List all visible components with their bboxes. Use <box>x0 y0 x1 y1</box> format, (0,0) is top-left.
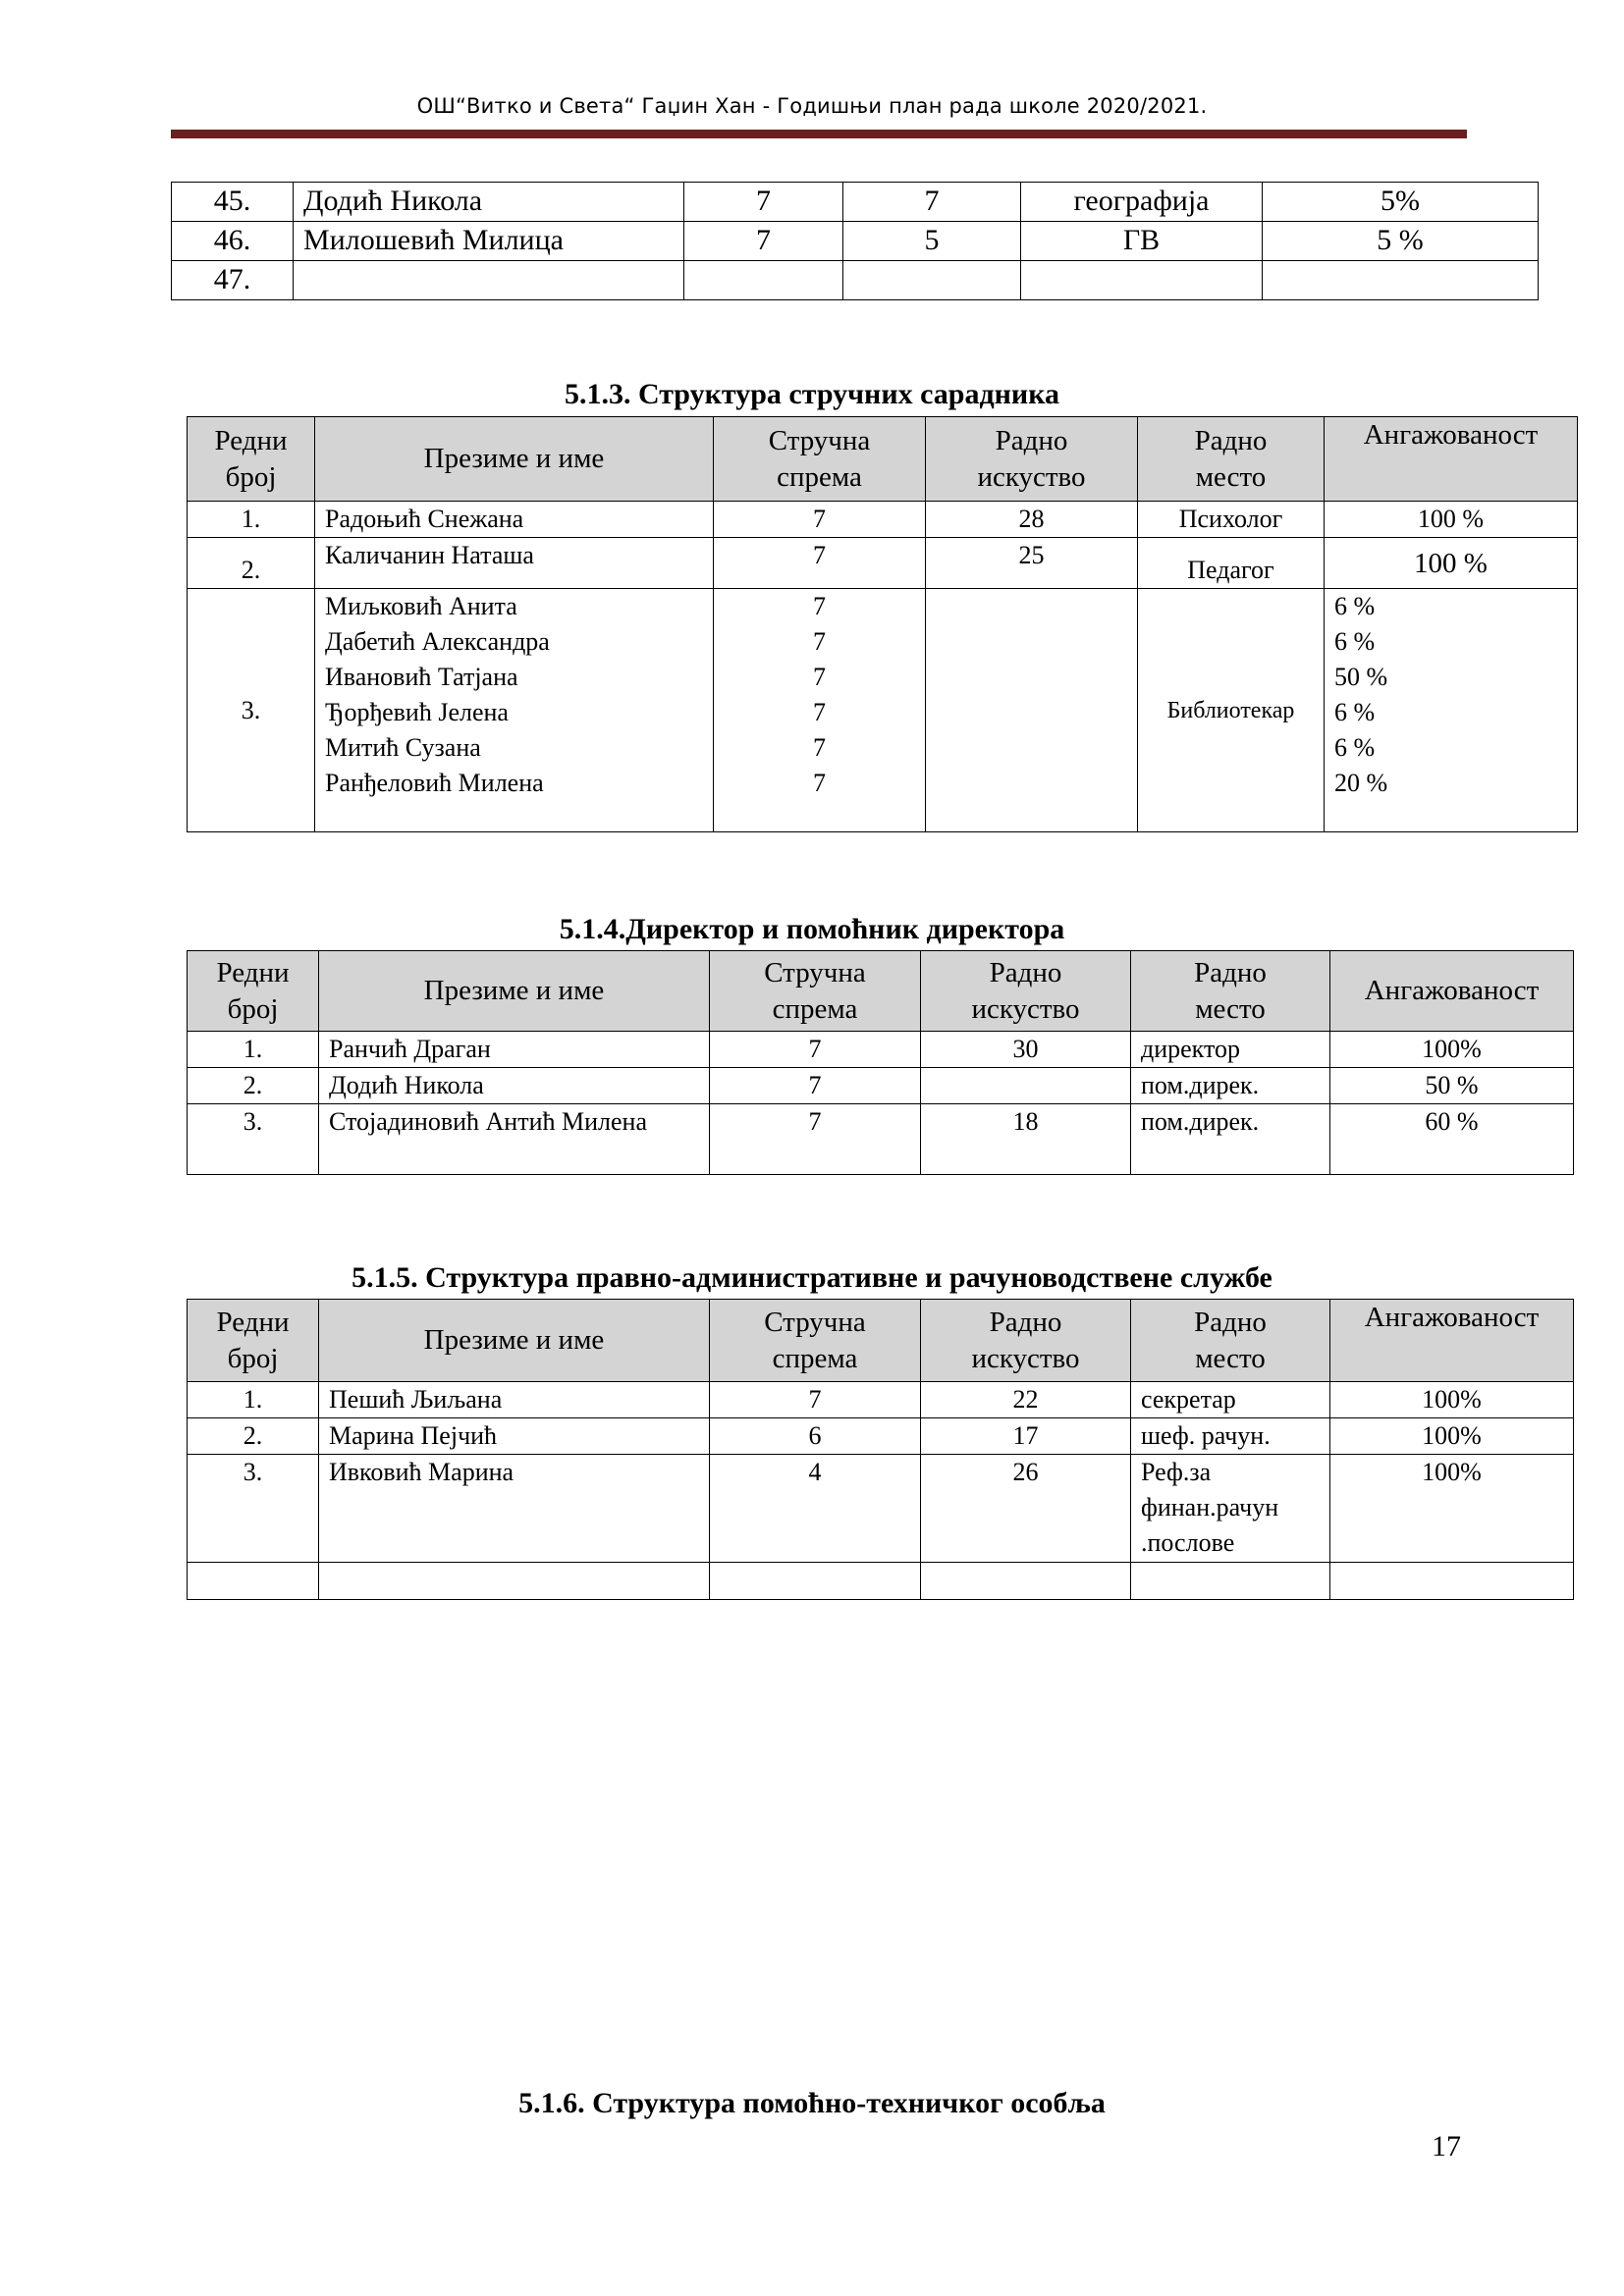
table-row <box>188 589 1578 832</box>
table-header-row <box>188 417 1578 502</box>
table-row <box>188 1418 1574 1455</box>
header-experience: Радно искуство <box>926 417 1138 502</box>
header-engagement: Ангажованост <box>1325 417 1578 502</box>
cell-name: Додић Никола <box>319 1068 710 1104</box>
header-qualification: Стручна спрема <box>714 417 926 502</box>
cell-position: пом.дирек. <box>1131 1068 1330 1104</box>
table-header-row <box>188 951 1574 1032</box>
cell-number: 1. <box>188 1382 319 1418</box>
cell-experience <box>843 261 1021 300</box>
cell-engagement: 100 % <box>1325 538 1578 589</box>
cell-engagement: 100% <box>1330 1455 1574 1563</box>
cell-qualification: 7 <box>684 183 843 222</box>
cell-name: Марина Пејчић <box>319 1418 710 1455</box>
cell-number: 45. <box>172 183 294 222</box>
cell-experience: 26 <box>921 1455 1131 1563</box>
page-number: 17 <box>1432 2130 1461 2163</box>
header-engagement: Ангажованост <box>1330 951 1574 1032</box>
cell-engagement: 60 % <box>1330 1104 1574 1175</box>
cell-position: Педагог <box>1138 538 1325 589</box>
table-row <box>172 183 1539 222</box>
table-header-row <box>188 1300 1574 1382</box>
table-row <box>188 1104 1574 1175</box>
cell-qualification: 4 <box>710 1455 921 1563</box>
cell-qualification: 7 <box>714 538 926 589</box>
header-position: Радно место <box>1131 951 1330 1032</box>
cell-subject: ГВ <box>1021 222 1263 261</box>
cell-name: Додић Никола <box>294 183 684 222</box>
cell-position: Реф.за финан.рачун .послове <box>1131 1455 1330 1563</box>
table-teachers-continued <box>171 182 1539 300</box>
cell-experience: 5 <box>843 222 1021 261</box>
cell-number: 3. <box>188 1104 319 1175</box>
cell-qualification: 6 <box>710 1418 921 1455</box>
header-rule <box>171 130 1467 138</box>
cell-position: директор <box>1131 1032 1330 1068</box>
cell-experience: 25 <box>926 538 1138 589</box>
table-row <box>172 222 1539 261</box>
cell-number: 47. <box>172 261 294 300</box>
cell-name: Каличанин Наташа <box>315 538 714 589</box>
table-row <box>188 1563 1574 1600</box>
cell-experience: 22 <box>921 1382 1131 1418</box>
cell-subject <box>1021 261 1263 300</box>
header-position: Радно место <box>1138 417 1325 502</box>
header-experience: Радно искуство <box>921 1300 1131 1382</box>
cell-number: 1. <box>188 502 315 538</box>
table-row <box>188 1068 1574 1104</box>
cell-engagement <box>1330 1563 1574 1600</box>
cell-subject: географија <box>1021 183 1263 222</box>
cell-number: 2. <box>188 1418 319 1455</box>
cell-qualification <box>684 261 843 300</box>
table-directors <box>187 950 1574 1175</box>
table-row <box>188 1032 1574 1068</box>
cell-qualification: 7 <box>710 1382 921 1418</box>
table-associates <box>187 416 1578 832</box>
cell-experience <box>926 589 1138 832</box>
cell-experience: 28 <box>926 502 1138 538</box>
cell-qualification: 7 <box>714 502 926 538</box>
cell-engagement: 100 % <box>1325 502 1578 538</box>
cell-name: Ивковић Марина <box>319 1455 710 1563</box>
table-row <box>188 1382 1574 1418</box>
cell-position <box>1131 1563 1330 1600</box>
cell-engagement: 100% <box>1330 1418 1574 1455</box>
cell-number: 2. <box>188 1068 319 1104</box>
cell-name: Милошевић Милица <box>294 222 684 261</box>
cell-name: Ранчић Драган <box>319 1032 710 1068</box>
cell-experience: 7 <box>843 183 1021 222</box>
cell-name: Пешић Љиљана <box>319 1382 710 1418</box>
cell-qualification: 7 <box>710 1032 921 1068</box>
cell-qualification: 7 <box>710 1068 921 1104</box>
header-position: Радно место <box>1131 1300 1330 1382</box>
cell-qualification: 7 <box>684 222 843 261</box>
table-row <box>188 538 1578 589</box>
cell-engagement: 6 % 6 % 50 % 6 % 6 % 20 % <box>1325 589 1578 832</box>
cell-qualification: 7 <box>710 1104 921 1175</box>
cell-name <box>294 261 684 300</box>
cell-position: Библиотекар <box>1138 589 1325 832</box>
cell-engagement: 5 % <box>1263 222 1539 261</box>
section-title-513: 5.1.3. Структура стручних сарадника <box>564 378 1060 410</box>
cell-position: секретар <box>1131 1382 1330 1418</box>
section-title-515: 5.1.5. Структура правно-административне и рачуноводствене службе <box>352 1261 1272 1294</box>
cell-qualification: 7 7 7 7 7 7 <box>714 589 926 832</box>
cell-engagement: 100% <box>1330 1032 1574 1068</box>
cell-engagement: 5% <box>1263 183 1539 222</box>
section-title-516: 5.1.6. Структура помоћно-техничког особља <box>518 2087 1106 2119</box>
cell-name: Радоњић Снежана <box>315 502 714 538</box>
header-qualification: Стручна спрема <box>710 1300 921 1382</box>
cell-number: 2. <box>188 538 315 589</box>
cell-engagement: 100% <box>1330 1382 1574 1418</box>
cell-number: 3. <box>188 1455 319 1563</box>
table-administration <box>187 1299 1574 1600</box>
table-row <box>188 502 1578 538</box>
table-row <box>172 261 1539 300</box>
cell-experience: 18 <box>921 1104 1131 1175</box>
header-number: Редни број <box>188 951 319 1032</box>
header-qualification: Стручна спрема <box>710 951 921 1032</box>
cell-engagement: 50 % <box>1330 1068 1574 1104</box>
cell-name: Стојадиновић Антић Милена <box>319 1104 710 1175</box>
page-header: ОШ“Витко и Света“ Гаџин Хан - Годишњи план рада школе 2020/2021. <box>416 94 1208 118</box>
cell-qualification <box>710 1563 921 1600</box>
cell-experience <box>921 1563 1131 1600</box>
cell-number: 3. <box>188 589 315 832</box>
cell-experience: 17 <box>921 1418 1131 1455</box>
section-title-514: 5.1.4.Директор и помоћник директора <box>559 913 1065 945</box>
header-name: Презиме и име <box>315 417 714 502</box>
cell-number <box>188 1563 319 1600</box>
header-number: Редни број <box>188 1300 319 1382</box>
header-name: Презиме и име <box>319 1300 710 1382</box>
cell-position: Психолог <box>1138 502 1325 538</box>
cell-position: пом.дирек. <box>1131 1104 1330 1175</box>
table-row <box>188 1455 1574 1563</box>
cell-name: Миљковић Анита Дабетић Александра Ивановић Татјана Ђорђевић Јелена Митић Сузана Ранђеловић Милена <box>315 589 714 832</box>
cell-engagement <box>1263 261 1539 300</box>
cell-number: 46. <box>172 222 294 261</box>
header-experience: Радно искуство <box>921 951 1131 1032</box>
cell-number: 1. <box>188 1032 319 1068</box>
cell-position: шеф. рачун. <box>1131 1418 1330 1455</box>
cell-experience: 30 <box>921 1032 1131 1068</box>
cell-name <box>319 1563 710 1600</box>
header-name: Презиме и име <box>319 951 710 1032</box>
header-engagement: Ангажованост <box>1330 1300 1574 1382</box>
header-number: Редни број <box>188 417 315 502</box>
cell-experience <box>921 1068 1131 1104</box>
